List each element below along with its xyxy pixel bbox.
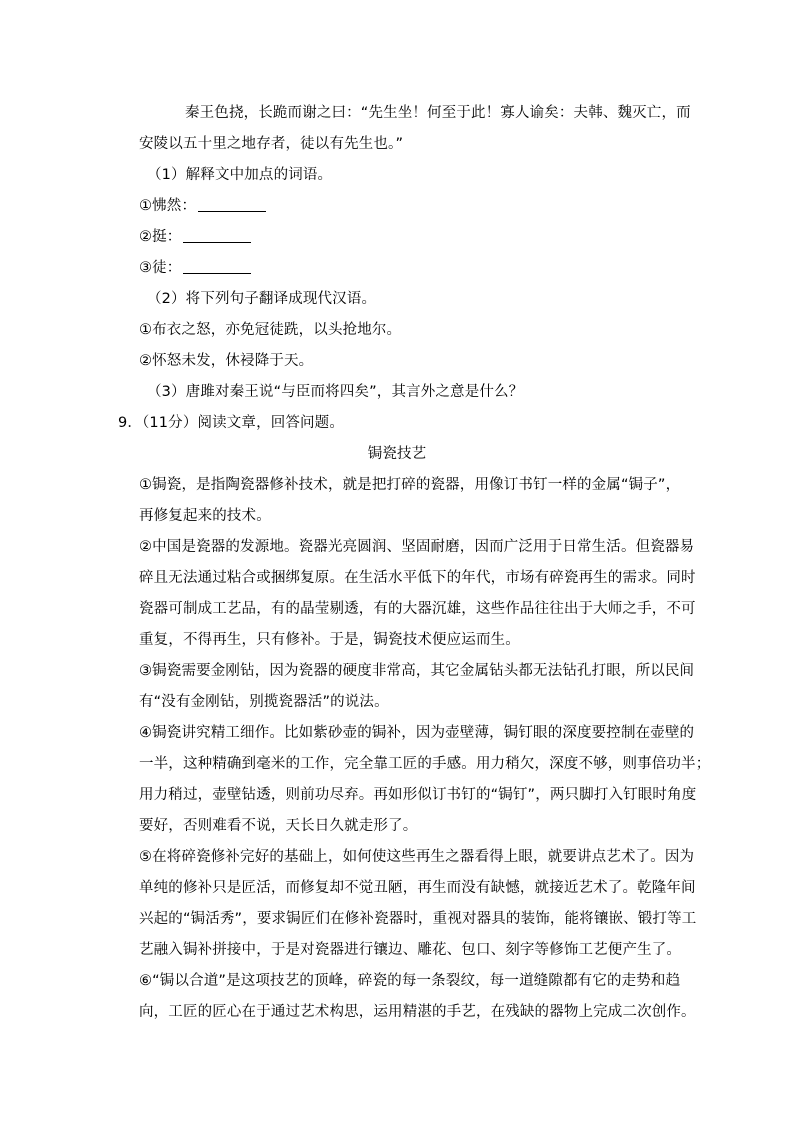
- question-prompt: （1）解释文中加点的词语。: [147, 167, 333, 183]
- passage-line: 秦王色挠，长跪而谢之曰：“先生坐！何至于此！寡人谕矣：夫韩、魏灭亡，而: [185, 105, 691, 121]
- question-prompt: （2）将下列句子翻译成现代汉语。: [147, 291, 377, 307]
- article-line: 向，工匠的匠心在于通过艺术构思，运用精湛的手艺，在残缺的器物上完成二次创作。: [139, 1004, 696, 1020]
- article-line: ④锔瓷讲究精工细作。比如紫砂壶的锔补，因为壶壁薄，锔钉眼的深度要控制在壶壁的: [139, 725, 695, 741]
- article-line: 有“没有金刚钻，别揽瓷器活”的说法。: [139, 694, 389, 710]
- question-header: 9．（11分）阅读文章，回答问题。: [118, 415, 344, 431]
- translate-item: ②怀怒未发，休祲降于天。: [139, 353, 314, 369]
- article-line: 重复，不得再生，只有修补。于是，锔瓷技术便应运而生。: [139, 632, 520, 648]
- article-line: ⑥“锔以合道”是这项技艺的顶峰，碎瓷的每一条裂纹，每一道缝隙都有它的走势和趋: [139, 973, 681, 989]
- article-line: 兴起的“锔活秀”，要求锔匠们在修补瓷器时，重视对器具的装饰，能将镶嵌、锻打等工: [139, 911, 697, 927]
- article-line: 单纯的修补只是匠活，而修复却不觉丑陋，再生而没有缺憾，就接近艺术了。乾隆年间: [139, 880, 696, 896]
- article-line: 碎且无法通过粘合或捆绑复原。在生活水平低下的年代，市场有碎瓷再生的需求。同时: [139, 570, 696, 586]
- article-line: ①锔瓷，是指陶瓷器修补技术，就是把打碎的瓷器，用像订书钉一样的金属“锔子”，: [139, 477, 681, 493]
- article-line: 一半，这种精确到毫米的工作，完全靠工匠的手感。用力稍欠，深度不够，则事倍功半；: [139, 756, 711, 772]
- passage-line: 安陵以五十里之地存者，徒以有先生也。”: [139, 136, 404, 152]
- answer-blank[interactable]: [183, 228, 251, 243]
- article-line: 艺融入锔补拼接中，于是对瓷器进行镶边、雕花、包口、刻字等修饰工艺便产生了。: [139, 942, 682, 958]
- article-line: ③锔瓷需要金刚钻，因为瓷器的硬度非常高，其它金属钻头都无法钻孔打眼，所以民间: [139, 663, 695, 679]
- answer-blank[interactable]: [183, 259, 251, 274]
- question-prompt: （3）唐雎对秦王说“与臣而将四矣”，其言外之意是什么？: [147, 384, 524, 400]
- article-line: 要好，否则难看不说，天长日久就走形了。: [139, 818, 418, 834]
- article-line: 再修复起来的技术。: [139, 508, 271, 524]
- translate-item: ①布衣之怒，亦免冠徒跣，以头抢地尔。: [139, 322, 402, 338]
- explain-item: ①怫然：: [139, 196, 266, 216]
- article-title: 锔瓷技艺: [367, 446, 427, 462]
- article-line: ②中国是瓷器的发源地。瓷器光亮圆润、坚固耐磨，因而广泛用于日常生活。但瓷器易: [139, 539, 695, 555]
- article-line: ⑤在将碎瓷修补完好的基础上，如何使这些再生之器看得上眼，就要讲点艺术了。因为: [139, 849, 695, 865]
- answer-blank[interactable]: [198, 197, 266, 212]
- explain-item: ③徒：: [139, 258, 251, 278]
- article-line: 瓷器可制成工艺品，有的晶莹剔透，有的大器沉雄，这些作品往往出于大师之手，不可: [139, 601, 696, 617]
- explain-item: ②挺：: [139, 227, 251, 247]
- article-line: 用力稍过，壶壁钻透，则前功尽弃。再如形似订书钉的“锔钉”，两只脚打入钉眼时角度: [139, 787, 697, 803]
